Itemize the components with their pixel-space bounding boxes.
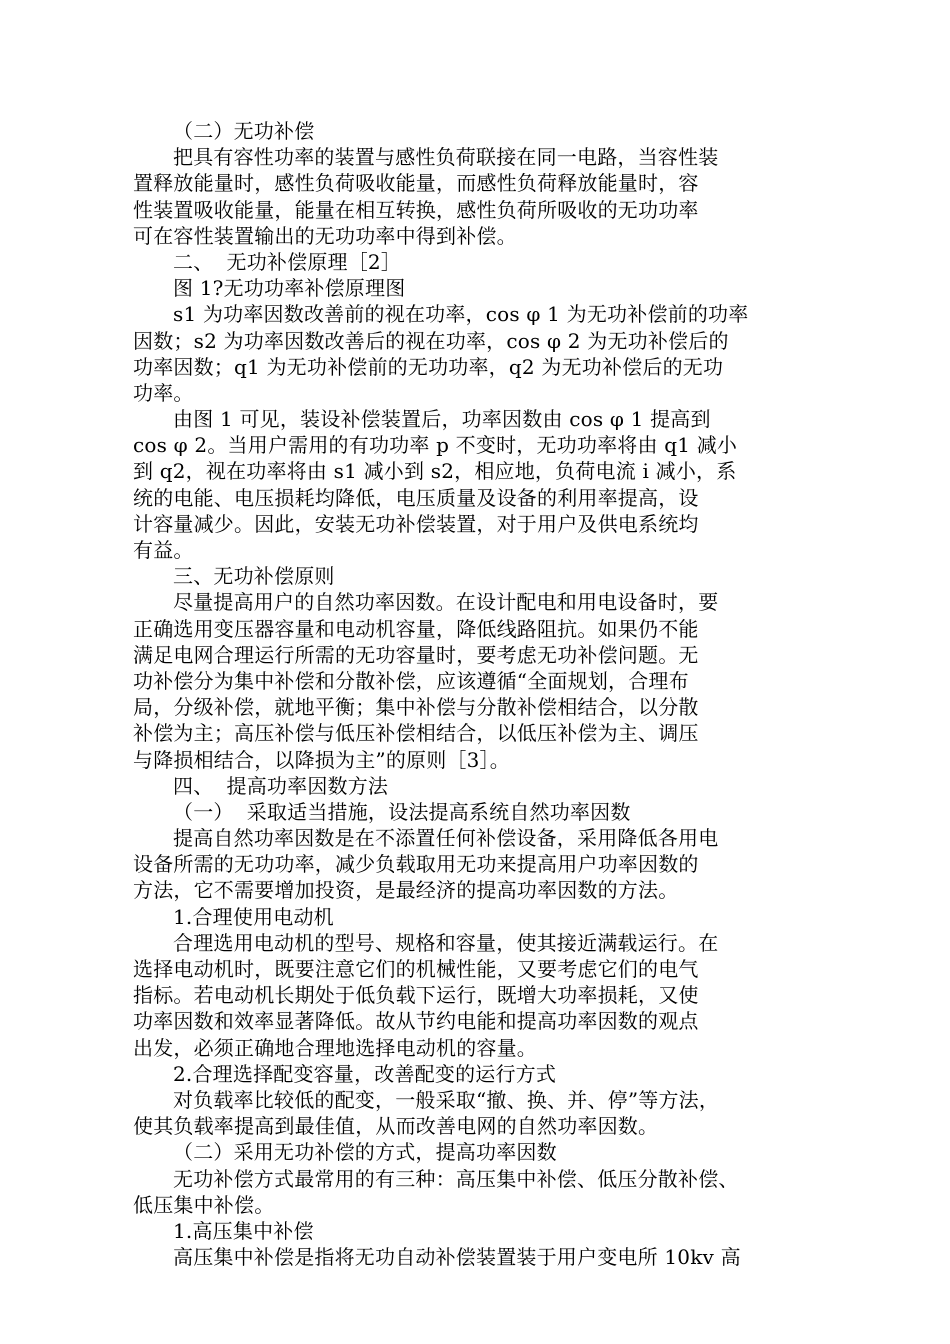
subsection-heading: 2.合理选择配变容量，改善配变的运行方式: [173, 1061, 557, 1086]
paragraph-line: 指标。若电动机长期处于低负载下运行，既增大功率损耗，又使: [133, 983, 699, 1008]
subsection-heading: 1.高压集中补偿: [173, 1218, 314, 1243]
paragraph-line: 可在容性装置输出的无功功率中得到补偿。: [133, 223, 517, 248]
paragraph-line: 提高自然功率因数是在不添置任何补偿设备，采用降低各用电: [173, 826, 719, 851]
paragraph-line: 正确选用变压器容量和电动机容量，降低线路阻抗。如果仍不能: [133, 616, 699, 641]
paragraph-line: 局，分级补偿，就地平衡；集中补偿与分散补偿相结合，以分散: [133, 695, 699, 720]
paragraph-line: 无功补偿方式最常用的有三种：高压集中补偿、低压分散补偿、: [173, 1166, 739, 1191]
document-body: [133, 118, 793, 1270]
paragraph-line: 设备所需的无功功率，减少负载取用无功来提高用户功率因数的: [133, 852, 699, 877]
paragraph-line: 低压集中补偿。: [133, 1192, 275, 1217]
paragraph-line: 功率。: [133, 380, 194, 405]
paragraph-line: 因数；s2 为功率因数改善后的视在功率，cos φ 2 为无功补偿后的: [133, 328, 729, 353]
paragraph-line: cos φ 2。当用户需用的有功功率 p 不变时，无功功率将由 q1 减小: [133, 433, 738, 458]
subsection-heading: 1.合理使用电动机: [173, 904, 334, 929]
paragraph-line: 使其负载率提高到最佳值，从而改善电网的自然功率因数。: [133, 1114, 659, 1139]
section-heading: 三、无功补偿原则: [173, 564, 335, 589]
paragraph-line: 计容量减少。因此，安装无功补偿装置，对于用户及供电系统均: [133, 511, 699, 536]
section-heading: （二）无功补偿: [173, 119, 315, 143]
paragraph-line: 性装置吸收能量，能量在相互转换，感性负荷所吸收的无功功率: [133, 197, 699, 222]
paragraph-line: 尽量提高用户的自然功率因数。在设计配电和用电设备时，要: [173, 590, 719, 615]
paragraph-line: s1 为功率因数改善前的视在功率，cos φ 1 为无功补偿前的功率: [173, 302, 749, 327]
paragraph-line: 选择电动机时，既要注意它们的机械性能，又要考虑它们的电气: [133, 957, 699, 981]
section-heading: 二、 无功补偿原理［2］: [173, 249, 402, 274]
paragraph-line: 合理选用电动机的型号、规格和容量，使其接近满载运行。在: [173, 930, 719, 955]
paragraph-line: 对负载率比较低的配变，一般采取“撤、换、并、停”等方法，: [173, 1087, 720, 1112]
paragraph-line: 功率因数；q1 为无功补偿前的无功功率，q2 为无功补偿后的无功: [133, 354, 724, 379]
paragraph-line: 功率因数和效率显著降低。故从节约电能和提高功率因数的观点: [133, 1009, 699, 1034]
paragraph-line: 到 q2，视在功率将由 s1 减小到 s2，相应地，负荷电流 i 减小，系: [133, 459, 737, 484]
paragraph-line: 有益。: [133, 538, 194, 562]
paragraph-line: 高压集中补偿是指将无功自动补偿装置装于用户变电所 10kv 高: [173, 1245, 741, 1270]
paragraph-line: 出发，必须正确地合理地选择电动机的容量。: [133, 1035, 537, 1060]
subsection-heading: （一） 采取适当措施，设法提高系统自然功率因数: [173, 799, 631, 824]
paragraph-line: 方法，它不需要增加投资，是最经济的提高功率因数的方法。: [133, 878, 679, 903]
figure-caption: 图 1?无功功率补偿原理图: [173, 276, 406, 301]
subsection-heading: （二）采用无功补偿的方式，提高功率因数: [173, 1140, 557, 1165]
paragraph-line: 功补偿分为集中补偿和分散补偿，应该遵循“全面规划，合理布: [133, 668, 689, 693]
paragraph-line: 满足电网合理运行所需的无功容量时，要考虑无功补偿问题。无: [133, 642, 699, 667]
paragraph-line: 统的电能、电压损耗均降低，电压质量及设备的利用率提高，设: [133, 485, 699, 510]
paragraph-line: 由图 1 可见，装设补偿装置后，功率因数由 cos φ 1 提高到: [173, 407, 711, 432]
section-heading: 四、 提高功率因数方法: [173, 773, 389, 798]
paragraph-line: 置释放能量时，感性负荷吸收能量，而感性负荷释放能量时，容: [133, 171, 699, 196]
paragraph-line: 与降损相结合，以降损为主”的原则［3］。: [133, 747, 510, 772]
paragraph-line: 补偿为主；高压补偿与低压补偿相结合，以低压补偿为主、调压: [133, 721, 699, 746]
paragraph-line: 把具有容性功率的装置与感性负荷联接在同一电路，当容性装: [173, 145, 719, 170]
